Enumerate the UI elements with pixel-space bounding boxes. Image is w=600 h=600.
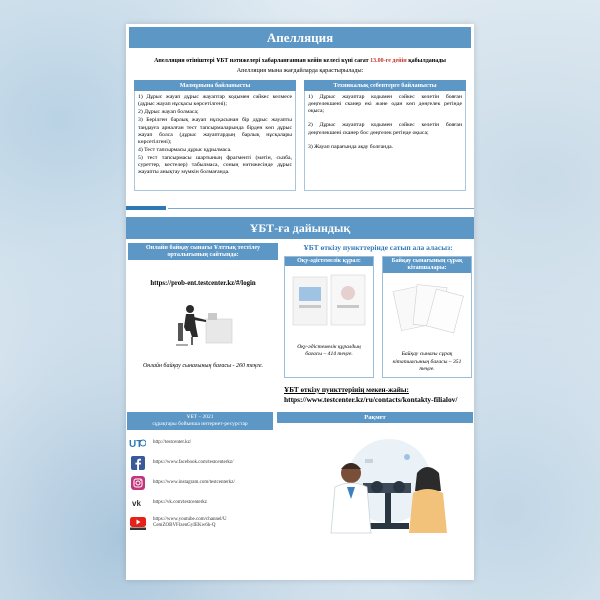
technical-column bbox=[304, 80, 466, 191]
content-item: 2) Дұрыс жауап болмаса; bbox=[138, 109, 199, 116]
technical-column-title: Техникалық себептерге байланысты bbox=[304, 80, 466, 91]
textbook-card-title: Оқу-әдістемелік құрал: bbox=[285, 257, 373, 266]
leaflet-page bbox=[126, 24, 474, 580]
resource-row-youtube[interactable] bbox=[127, 516, 273, 530]
technical-item: 2) Дұрыс жауаптар кодымен сәйкес келетін бояған дөңгелекшені сканер бос дөңгелек ретінде оқыса; bbox=[308, 122, 462, 136]
appeal-columns bbox=[134, 80, 466, 191]
appeal-banner: Апелляция bbox=[129, 27, 471, 48]
bottom-section bbox=[126, 412, 474, 556]
resource-url-line2: CemZOBVFlzenGyIEKw6h-Q bbox=[153, 522, 216, 528]
youtube-icon bbox=[129, 516, 146, 530]
resources-heading bbox=[127, 412, 273, 430]
content-item: 5) тест тапсырмасы шартының фрагменті (мәтін, сызба, суреттер, кестелер) табылмаса, соның нәтижесінде дұрыс жауапты анықтау мүмкін болмағанда. bbox=[138, 155, 292, 176]
resource-url-line1: https://www.youtube.com/channel/U bbox=[153, 516, 227, 522]
textbook-image bbox=[289, 271, 369, 333]
address-link[interactable]: https://www.testcenter.kz/ru/contacts/kontakty-filialov/ bbox=[284, 395, 458, 404]
resource-url[interactable] bbox=[153, 517, 227, 530]
appeal-intro-after: қабылданады bbox=[406, 58, 446, 64]
purchase-title: ҰБТ өткізу пункттерінде сатып ала аласыз: bbox=[303, 243, 453, 252]
question-booklet-price: Байқау сынағы сұрақ кітапшасының бағасы – 351 теңге. bbox=[392, 351, 462, 372]
question-booklet-card bbox=[382, 256, 472, 378]
content-column-title: Мазмұнына байланысты bbox=[134, 80, 296, 91]
online-trial bbox=[128, 243, 278, 404]
resource-url[interactable]: https://www.facebook.com/testcenterkz/ bbox=[153, 459, 234, 465]
resource-url[interactable]: http://testcenter.kz/ bbox=[153, 439, 192, 445]
instagram-icon bbox=[129, 476, 146, 490]
resource-row-instagram[interactable] bbox=[127, 476, 273, 490]
resources-title-line2: сұрақтары бойынша интернет-ресурстар bbox=[152, 420, 248, 427]
resource-row-website[interactable] bbox=[127, 436, 273, 450]
content-column bbox=[134, 80, 296, 191]
svg-text:vk: vk bbox=[131, 498, 141, 508]
vk-icon bbox=[129, 496, 146, 510]
resources-title-line1: ҰБТ – 2021 bbox=[186, 414, 214, 420]
prep-section bbox=[126, 243, 474, 404]
content-item: 3) Берілген барлық жауап нұсқасынан бір дұрыс жауапты таңдауға арналған тест тапсырмаларында бірден көп дұрыс жауап болса (дұрыс жауаптардың барлық нұсқалары көрсетілгені); bbox=[138, 117, 292, 145]
online-trial-link[interactable]: https://prob-ent.testcenter.kz/#/login bbox=[150, 279, 256, 287]
content-item: 4) Тест тапсырмасы дұрыс құрылмаса. bbox=[138, 146, 232, 153]
resource-url[interactable]: https://www.instagram.com/testcenterkz/ bbox=[153, 479, 235, 485]
appeal-intro bbox=[126, 58, 474, 64]
online-trial-price: Онлайн байқау сынағының бағасы - 260 теңге. bbox=[142, 362, 264, 369]
textbook-price: Оқу-әдістемелік құралдың бағасы – 414 теңге. bbox=[297, 344, 361, 358]
resource-row-facebook[interactable] bbox=[127, 456, 273, 470]
section-divider bbox=[126, 205, 474, 211]
purchase-section bbox=[278, 243, 472, 404]
svg-text:UT: UT bbox=[129, 438, 143, 449]
address-label: ҰБТ өткізу пункттерінің мекен-жайы: bbox=[284, 386, 409, 394]
technical-item: 1) Дұрыс жауаптар кодымен сәйкес келетін бояған дөңгелекшені сканер екі және одан көп дөңгелек ретінде оқыса; bbox=[308, 94, 462, 115]
thanks-panel bbox=[277, 412, 473, 556]
person-at-computer-illustration bbox=[168, 301, 238, 351]
content-column-body bbox=[134, 91, 296, 191]
resource-url[interactable]: https://vk.com/testcenterkz bbox=[153, 499, 208, 505]
question-booklet-image bbox=[387, 278, 467, 340]
appeal-conditions-intro: Апелляция мына жағдайларда қарастырылады: bbox=[236, 67, 364, 74]
textbook-card bbox=[284, 256, 374, 378]
facebook-icon bbox=[129, 456, 146, 470]
technical-column-body bbox=[304, 91, 466, 191]
purchase-cards bbox=[284, 256, 472, 378]
thanks-title: Рақмет bbox=[277, 412, 473, 423]
internet-resources bbox=[127, 412, 273, 556]
online-trial-heading: Онлайн байқау сынағы Ұлттық тестілеу орталығының сайтында: bbox=[128, 243, 278, 260]
eye-exam-illustration bbox=[277, 429, 473, 551]
prep-banner: ҰБТ-ға дайындық bbox=[126, 217, 474, 239]
appeal-intro-before: Апелляция өтініштері ҰБТ нәтижелері хабарланғаннан кейін келесі күні сағат bbox=[154, 58, 371, 64]
technical-item: 3) Жауап парағында ақау болғанда. bbox=[308, 143, 394, 150]
question-booklet-card-title: Байқау сынағының сұрақ кітапшалары: bbox=[383, 257, 471, 273]
utc-logo-icon bbox=[129, 436, 146, 450]
resource-row-vk[interactable] bbox=[127, 496, 273, 510]
appeal-intro-time: 13.00-ге дейін bbox=[370, 58, 407, 64]
content-item: 1) Дұрыс жауап дұрыс жауаптар кодымен сәйкес келмесе (дұрыс жауап нұсқасы көрсетілгені); bbox=[138, 94, 292, 108]
